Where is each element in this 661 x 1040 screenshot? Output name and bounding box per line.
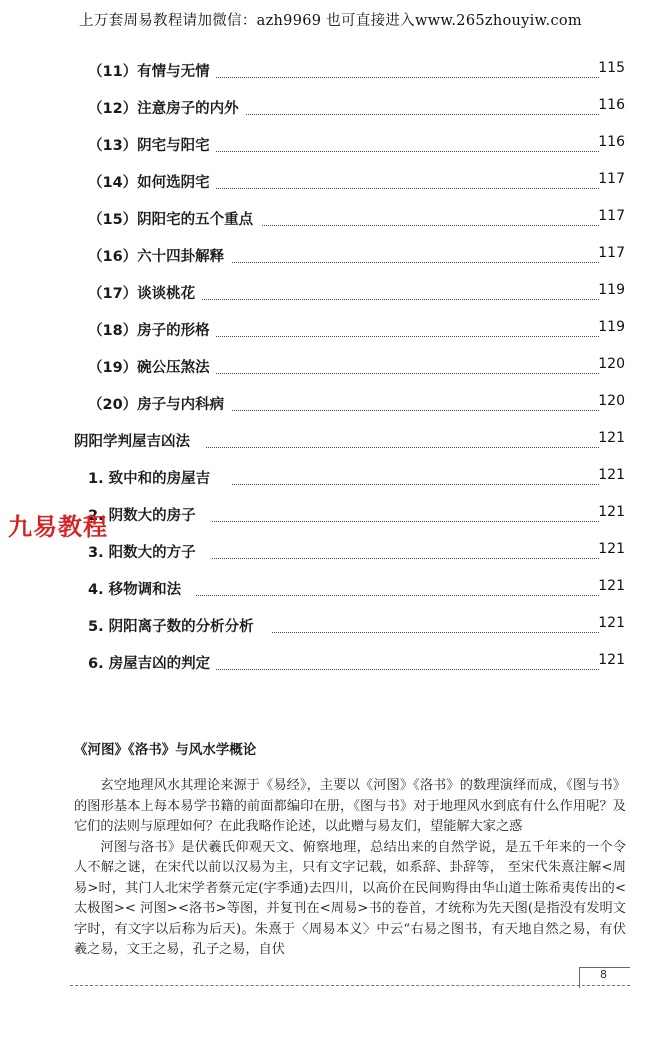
toc-entry-page: 121 [598, 467, 625, 483]
toc-entry [0, 284, 661, 308]
toc-entry [0, 617, 661, 641]
toc-entry-page: 121 [598, 504, 625, 520]
toc-entry-title: （17）谈谈桃花 [88, 286, 196, 302]
toc-entry-title: 5. 阴阳离子数的分析分析 [88, 619, 254, 635]
toc-entry-page: 116 [598, 134, 625, 150]
toc-entry-title: （12）注意房子的内外 [88, 101, 239, 117]
toc-entry-title: 4. 移物调和法 [88, 582, 182, 598]
toc-leader-dots [212, 558, 599, 559]
toc-leader-dots [196, 595, 599, 596]
toc-entry [0, 654, 661, 678]
toc-entry [0, 173, 661, 197]
footer-divider [70, 985, 630, 986]
toc-entry-page: 119 [598, 319, 625, 335]
toc-entry [0, 432, 661, 456]
toc-entry-title: （20）房子与内科病 [88, 397, 225, 413]
toc-leader-dots [232, 410, 599, 411]
toc-leader-dots [272, 632, 599, 633]
toc-entry-page: 116 [598, 97, 625, 113]
toc-entry-title: （16）六十四卦解释 [88, 249, 225, 265]
toc-entry [0, 580, 661, 604]
toc-entry-page: 121 [598, 430, 625, 446]
toc-entry [0, 321, 661, 345]
toc-entry-title: （19）碗公压煞法 [88, 360, 210, 376]
page-number: 8 [600, 968, 607, 981]
toc-leader-dots [232, 484, 599, 485]
toc-entry-page: 117 [598, 171, 625, 187]
toc-entry-page: 121 [598, 541, 625, 557]
toc-entry [0, 469, 661, 493]
toc-entry-title: （18）房子的形格 [88, 323, 210, 339]
toc-entry-title: 3. 阳数大的方子 [88, 545, 196, 561]
toc-leader-dots [216, 336, 599, 337]
toc-leader-dots [232, 262, 599, 263]
toc-leader-dots [206, 447, 599, 448]
toc-entry [0, 62, 661, 86]
toc-leader-dots [216, 373, 599, 374]
toc-entry [0, 99, 661, 123]
toc-entry-page: 117 [598, 208, 625, 224]
toc-entry-page: 115 [598, 60, 625, 76]
toc-leader-dots [216, 151, 599, 152]
toc-entry [0, 210, 661, 234]
toc-entry-title: 1. 致中和的房屋吉 [88, 471, 211, 487]
paragraph: 河图与洛书》是伏羲氏仰观天文、俯察地理，总结出来的自然学说，是五千年来的一个令人不解之谜，在宋代以前以汉易为主，只有文字记载，如系辞、卦辞等， 至宋代朱熹注解<周易>时，其门人北宋学者蔡元定(字季通)去四川，以高价在民间购得由华山道士陈希夷传出的<太极图>< 河图><洛书>等图，并复刊在<周易>书的卷首，才统称为先天图(是指没有发明文字时，有文字以后称为后天)。朱熹于〈周易本义〉中云“右易之图书，有天地自然之易，有伏羲之易，文王之易，孔子之易，自伏 [74, 839, 626, 957]
toc-entry-title: （15）阴阳宅的五个重点 [88, 212, 254, 228]
toc-entry-page: 119 [598, 282, 625, 298]
toc-entry-title: 2. 阴数大的房子 [88, 508, 196, 524]
toc-entry-page: 121 [598, 652, 625, 668]
toc-entry-page: 117 [598, 245, 625, 261]
watermark-logo: 九易教程 [8, 513, 108, 541]
toc-entry-title: （14）如何选阴宅 [88, 175, 210, 191]
toc-entry-title: 6. 房屋吉凶的判定 [88, 656, 211, 672]
toc-entry-title: （11）有情与无情 [88, 64, 210, 80]
toc-leader-dots [246, 114, 599, 115]
article-title: 《河图》《洛书》与风水学概论 [74, 742, 257, 758]
toc-entry [0, 543, 661, 567]
toc-entry [0, 136, 661, 160]
toc-leader-dots [216, 669, 599, 670]
header-banner: 上万套周易教程请加微信：azh9969 也可直接进入www.265zhouyiw.com [79, 13, 582, 29]
toc-entry-page: 120 [598, 356, 625, 372]
toc-entry [0, 395, 661, 419]
toc-leader-dots [216, 77, 599, 78]
article-body [74, 776, 626, 961]
toc-entry [0, 247, 661, 271]
toc-leader-dots [216, 188, 599, 189]
paragraph: 玄空地理风水其理论来源于《易经》，主要以《河图》《洛书》的数理演绎而成，《图与书》的图形基本上每本易学书籍的前面都编印在册，《图与书》对于地理风水到底有什么作用呢？及它们的法则与原理如何？在此我略作论述，以此赠与易友们，望能解大家之惑 [74, 778, 626, 834]
toc-leader-dots [212, 521, 599, 522]
toc-entry-title: （13）阴宅与阳宅 [88, 138, 210, 154]
toc-entry [0, 358, 661, 382]
toc-entry-title: 阴阳学判屋吉凶法 [74, 434, 190, 450]
toc-leader-dots [202, 299, 599, 300]
toc-entry-page: 121 [598, 578, 625, 594]
toc-entry-page: 121 [598, 615, 625, 631]
toc-leader-dots [262, 225, 599, 226]
toc-entry-page: 120 [598, 393, 625, 409]
